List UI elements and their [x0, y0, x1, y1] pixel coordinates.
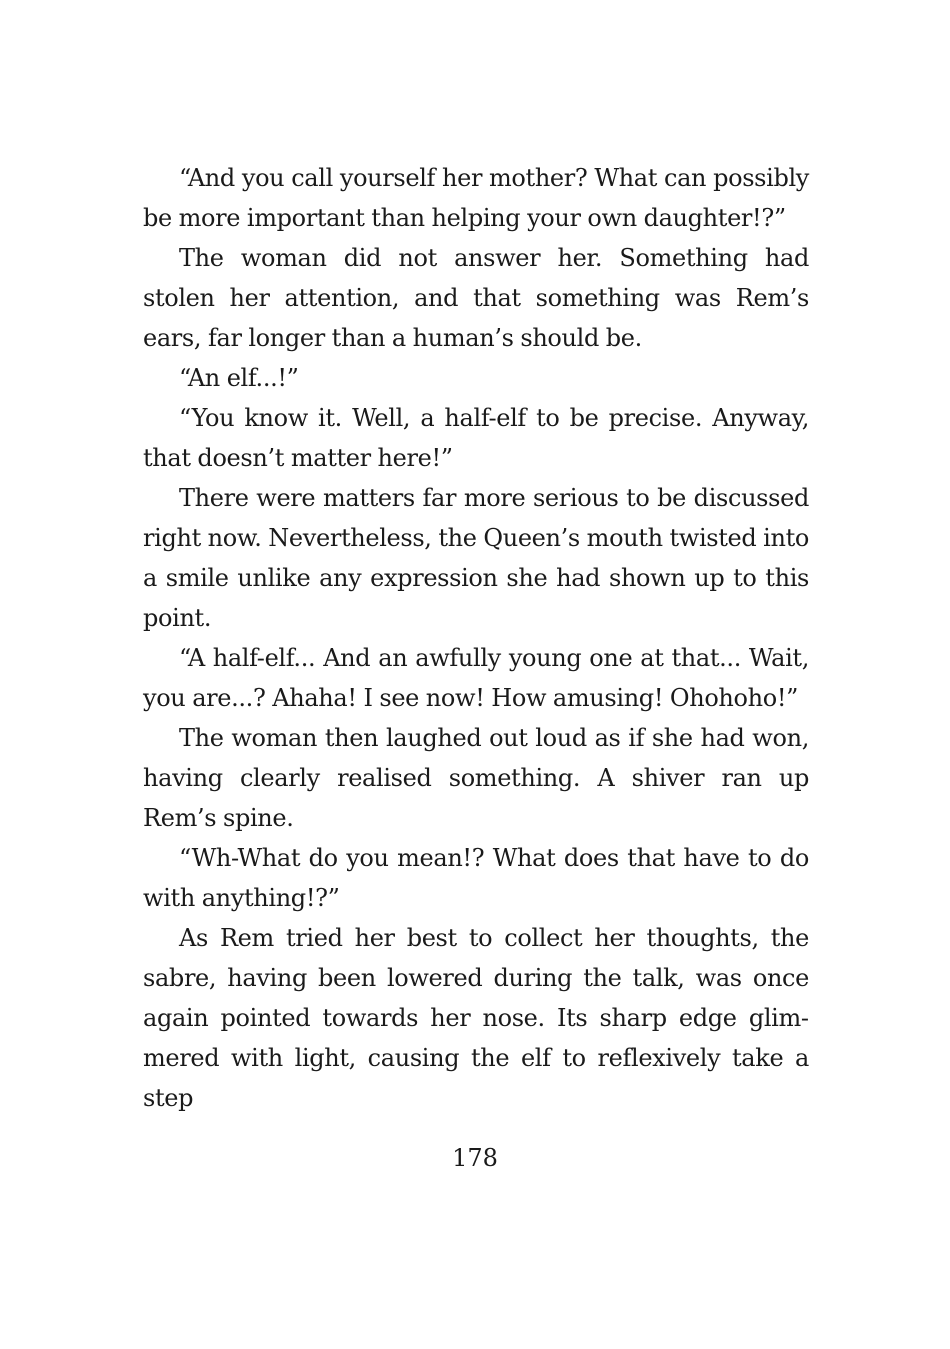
- page-number: 178: [452, 1144, 498, 1172]
- paragraph-4: “You know it. Well, a half-elf to be precise. Anyway, that doesn’t matter here!”: [143, 404, 809, 472]
- paragraph-1: “And you call yourself her mother? What can possibly be more important than helping your own daughter!?”: [143, 164, 809, 232]
- body-text: [143, 158, 809, 1118]
- paragraph-2: The woman did not answer her. Something had stolen her attention, and that something was Rem’s ears, far longer than a human’s should be.: [143, 244, 809, 352]
- paragraph-6: “A half-elf... And an awfully young one at that... Wait, you are...? Ahaha! I see now! How amusing! Ohohoho!”: [143, 644, 809, 712]
- paragraph-3: “An elf...!”: [179, 364, 299, 392]
- paragraph-7: The woman then laughed out loud as if she had won, having clearly realised something. A shiver ran up Rem’s spine.: [143, 724, 809, 832]
- paragraph-9: As Rem tried her best to collect her thoughts, the sabre, having been lowered during the talk, was once again pointed towards her nose. Its sharp edge glimmered with light, causing the elf to reflexively take a step: [143, 924, 809, 1112]
- paragraph-8: “Wh-What do you mean!? What does that have to do with anything!?”: [143, 844, 809, 912]
- paragraph-5: There were matters far more serious to be discussed right now. Nevertheless, the Queen’s mouth twisted into a smile unlike any expression she had shown up to this point.: [143, 484, 810, 632]
